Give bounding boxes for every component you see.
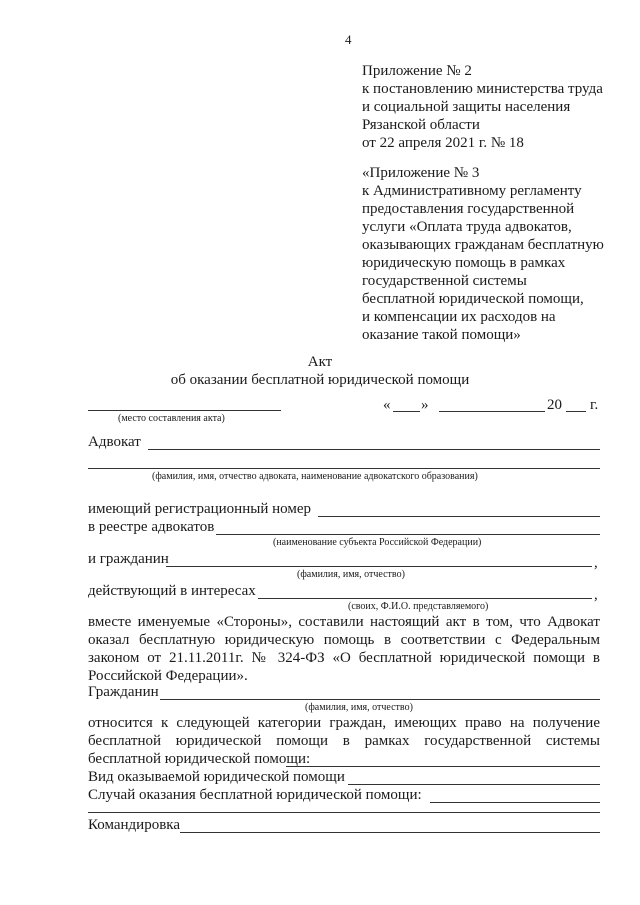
advocate-field-line[interactable] bbox=[148, 449, 600, 450]
category-field-line[interactable] bbox=[286, 766, 600, 767]
regulation-line: государственной системы bbox=[362, 273, 527, 289]
body-last-line: Российской Федерации». bbox=[88, 668, 248, 684]
help-type-label: Вид оказываемой юридической помощи bbox=[88, 769, 345, 785]
subject-caption: (наименование субъекта Российской Федерации) bbox=[273, 537, 482, 548]
citizen-field-line[interactable] bbox=[166, 566, 592, 567]
date-month-field[interactable] bbox=[439, 411, 545, 412]
acting-comma: , bbox=[594, 587, 598, 603]
date-open-quote: « bbox=[383, 397, 391, 413]
date-day-field[interactable] bbox=[393, 411, 420, 412]
citizen-label: и гражданин bbox=[88, 551, 169, 567]
advocate-field-line-2[interactable] bbox=[88, 468, 600, 469]
body-line: оказал бесплатную юридическую помощь в соответствии с Федеральным bbox=[88, 632, 600, 648]
category-line: относится к следующей категории граждан, имеющих право на получение bbox=[88, 715, 600, 731]
regulation-line: оказание такой помощи» bbox=[362, 327, 521, 343]
regulation-line: услуги «Оплата труда адвокатов, bbox=[362, 219, 572, 235]
regulation-line: бесплатной юридической помощи, bbox=[362, 291, 584, 307]
registry-label: в реестре адвокатов bbox=[88, 519, 215, 535]
appendix-line: и социальной защиты населения bbox=[362, 99, 571, 115]
citizen2-field-line[interactable] bbox=[160, 699, 600, 700]
date-year-field[interactable] bbox=[566, 411, 586, 412]
document-title: Акт bbox=[307, 354, 333, 370]
trip-label: Командировка bbox=[88, 817, 181, 833]
place-caption: (место составления акта) bbox=[118, 413, 225, 424]
body-line: вместе именуемые «Стороны», составили настоящий акт в том, что Адвокат bbox=[88, 614, 600, 630]
page-number: 4 bbox=[345, 32, 352, 47]
citizen2-label: Гражданин bbox=[88, 684, 159, 700]
registry-field-line[interactable] bbox=[216, 534, 600, 535]
regulation-line: «Приложение № 3 bbox=[362, 165, 480, 181]
advocate-caption: (фамилия, имя, отчество адвоката, наименование адвокатского образования) bbox=[152, 471, 478, 482]
appendix-line: к постановлению министерства труда bbox=[362, 81, 603, 97]
appendix-line: Рязанской области bbox=[362, 117, 480, 133]
fio-caption-1: (фамилия, имя, отчество) bbox=[297, 569, 405, 580]
trip-field-line[interactable] bbox=[180, 832, 600, 833]
acting-field-line[interactable] bbox=[258, 598, 592, 599]
place-field-line[interactable] bbox=[88, 410, 281, 411]
regulation-line: к Административному регламенту bbox=[362, 183, 582, 199]
regulation-line: предоставления государственной bbox=[362, 201, 575, 217]
case-label: Случай оказания бесплатной юридической помощи: bbox=[88, 787, 422, 803]
category-line: бесплатной юридической помощи в рамках государственной системы bbox=[88, 733, 600, 749]
acting-label: действующий в интересах bbox=[88, 583, 256, 599]
acting-caption: (своих, Ф.И.О. представляемого) bbox=[348, 601, 489, 612]
date-close-quote: » bbox=[421, 397, 429, 413]
citizen-comma: , bbox=[594, 555, 598, 571]
date-century: 20 bbox=[547, 397, 562, 413]
help-type-field-line[interactable] bbox=[348, 784, 600, 785]
document-subtitle: об оказании бесплатной юридической помощи bbox=[170, 372, 470, 388]
regulation-line: и компенсации их расходов на bbox=[362, 309, 556, 325]
case-field-line[interactable] bbox=[430, 802, 600, 803]
category-last-label: бесплатной юридической помощи: bbox=[88, 751, 311, 767]
reg-number-field-line[interactable] bbox=[318, 516, 600, 517]
date-year-suffix: г. bbox=[590, 397, 599, 413]
appendix-line: Приложение № 2 bbox=[362, 63, 472, 79]
appendix-line: от 22 апреля 2021 г. № 18 bbox=[362, 135, 524, 151]
body-line: законом от 21.11.2011г. № 324-ФЗ «О бесплатной юридической помощи в bbox=[88, 650, 600, 666]
regulation-line: оказывающих гражданам бесплатную bbox=[362, 237, 604, 253]
regulation-line: юридическую помощь в рамках bbox=[362, 255, 566, 271]
advocate-label: Адвокат bbox=[88, 434, 141, 450]
fio-caption-2: (фамилия, имя, отчество) bbox=[305, 702, 413, 713]
case-field-line-2[interactable] bbox=[88, 812, 600, 813]
reg-number-label: имеющий регистрационный номер bbox=[88, 501, 311, 517]
